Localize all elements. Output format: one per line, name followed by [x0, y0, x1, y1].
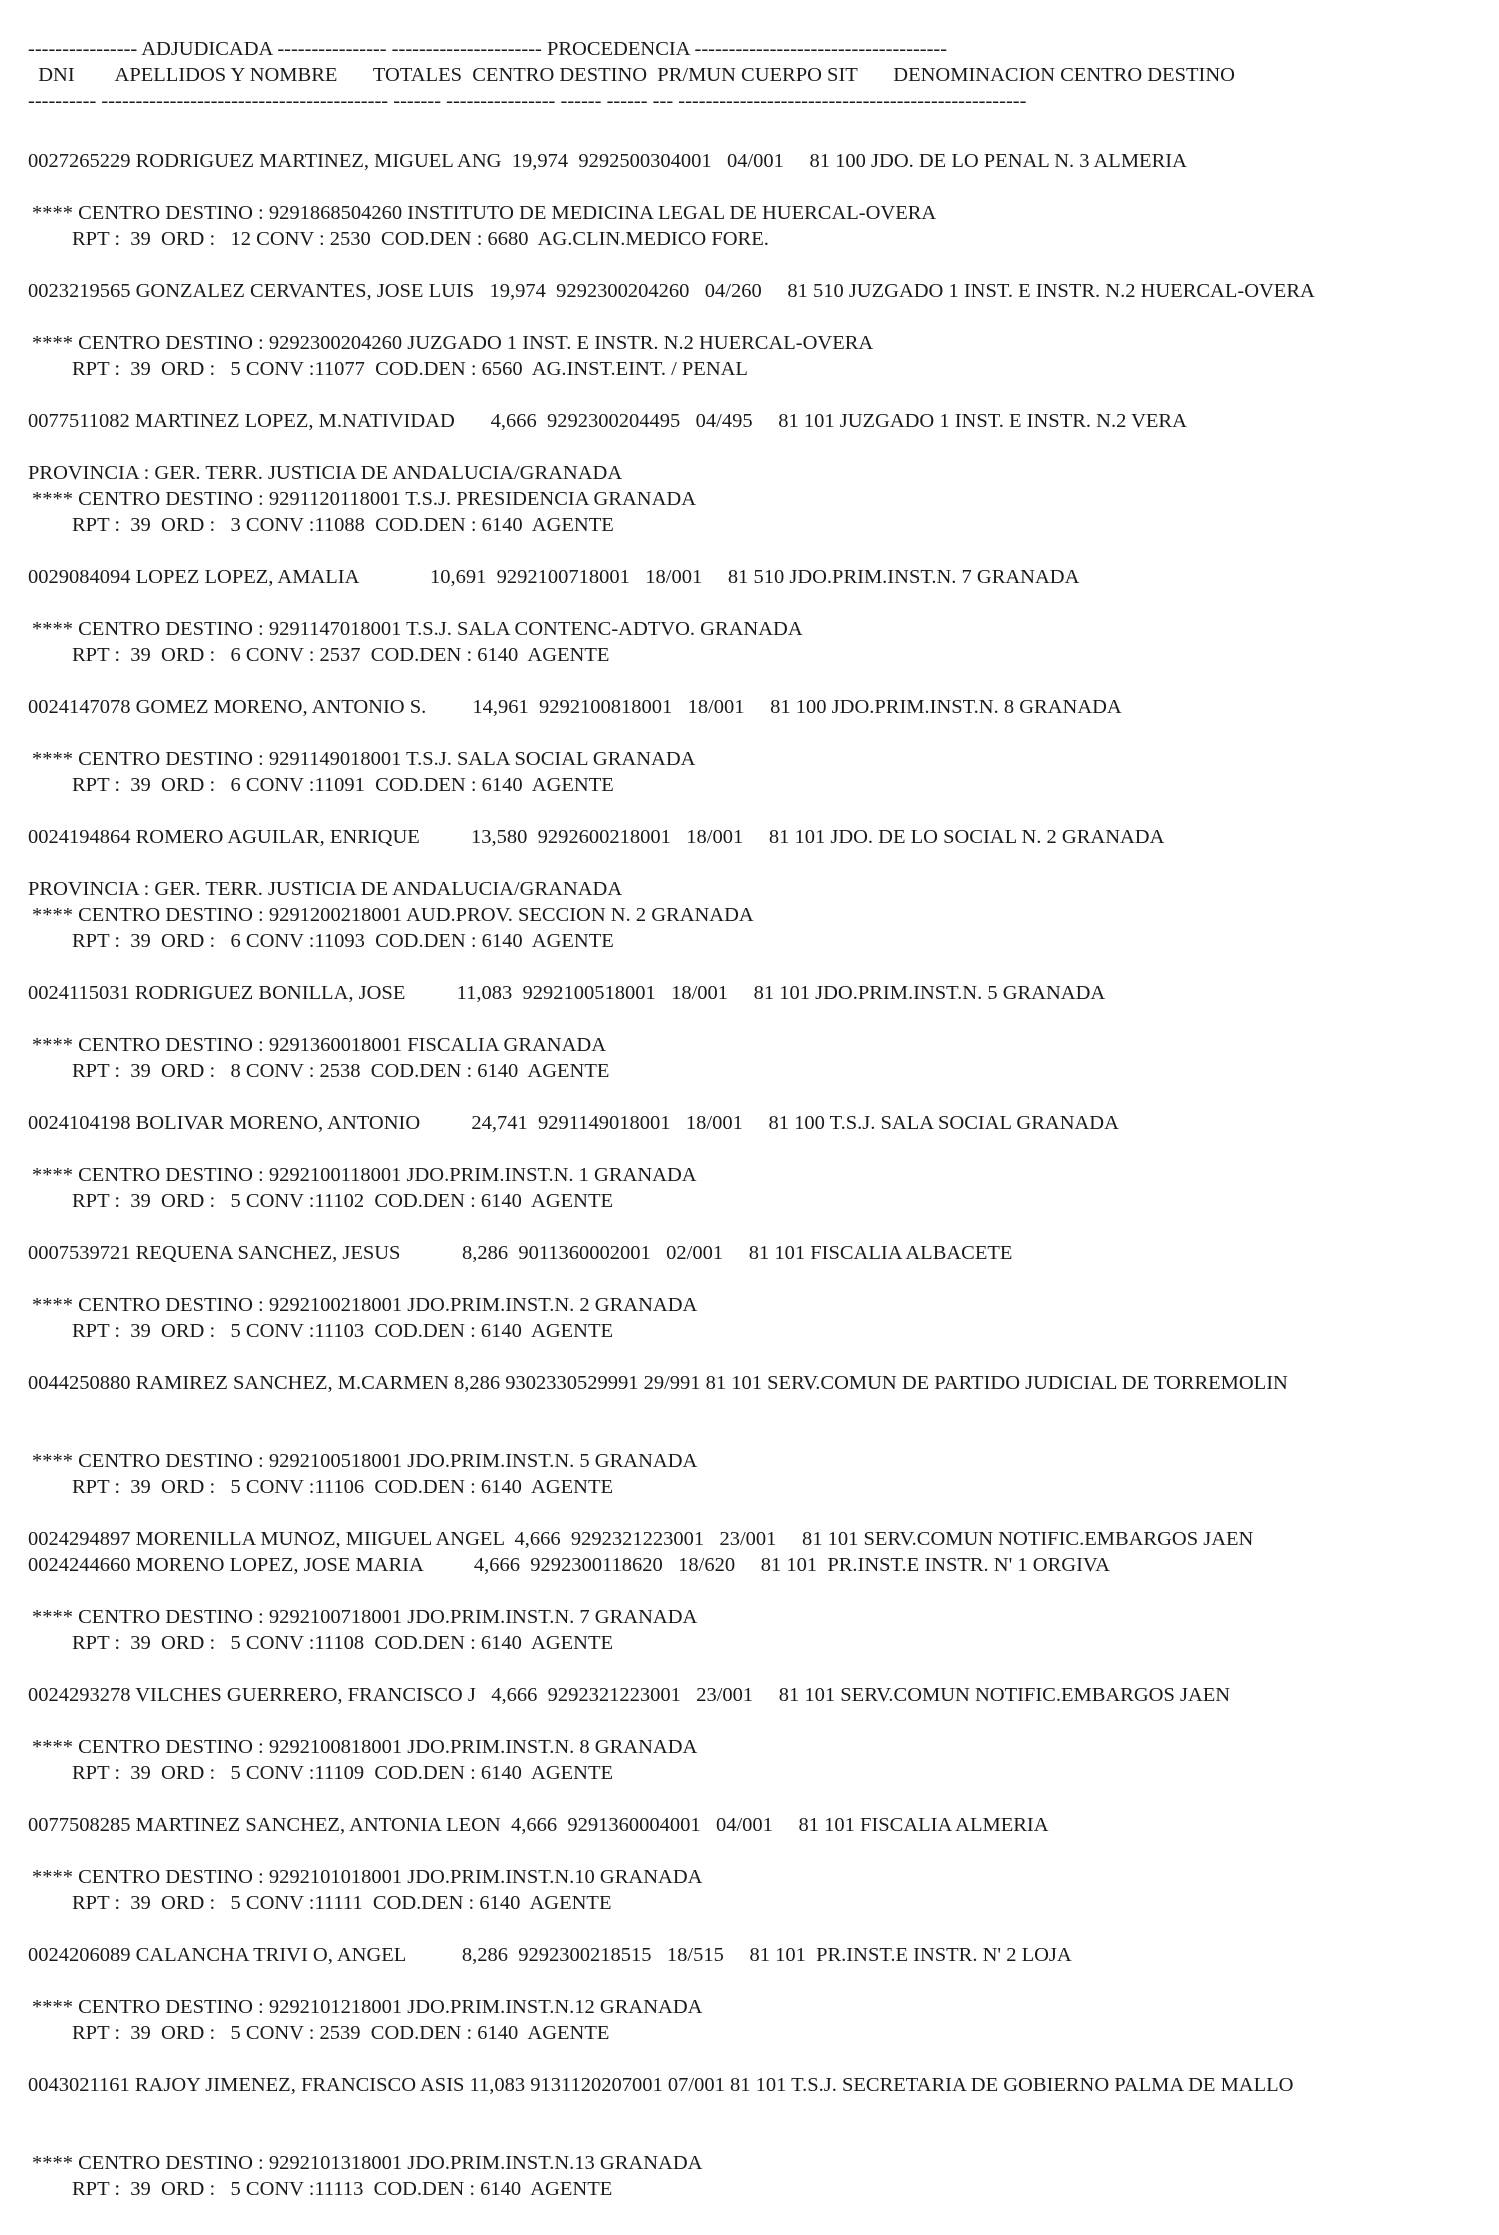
- header-group-row: ---------------- ADJUDICADA ---------------- ---------------------- PROCEDENCIA -------------------------------------: [28, 38, 948, 60]
- centro-destino-line: **** CENTRO DESTINO : 9292100718001 JDO.PRIM.INST.N. 7 GRANADA: [32, 1606, 698, 1628]
- record-line: 0024115031 RODRIGUEZ BONILLA, JOSE 11,083 9292100518001 18/001 81 101 JDO.PRIM.INST.N. 5 GRANADA: [28, 982, 1106, 1004]
- rpt-line: RPT : 39 ORD : 5 CONV :11103 COD.DEN : 6140 AGENTE: [72, 1320, 613, 1342]
- centro-destino-line: **** CENTRO DESTINO : 9291360018001 FISCALIA GRANADA: [32, 1034, 607, 1056]
- record-line: 0044250880 RAMIREZ SANCHEZ, M.CARMEN 8,286 9302330529991 29/991 81 101 SERV.COMUN DE PARTIDO JUDICIAL DE TORREMOLIN: [28, 1372, 1288, 1394]
- rpt-line: RPT : 39 ORD : 5 CONV :11113 COD.DEN : 6140 AGENTE: [72, 2178, 613, 2200]
- rpt-line: RPT : 39 ORD : 6 CONV : 2537 COD.DEN : 6140 AGENTE: [72, 644, 610, 666]
- provincia-line: PROVINCIA : GER. TERR. JUSTICIA DE ANDALUCIA/GRANADA: [28, 462, 623, 484]
- record-line: 0024244660 MORENO LOPEZ, JOSE MARIA 4,666 9292300118620 18/620 81 101 PR.INST.E INSTR. N' 1 ORGIVA: [28, 1554, 1110, 1576]
- record-line: 0023219565 GONZALEZ CERVANTES, JOSE LUIS 19,974 9292300204260 04/260 81 510 JUZGADO 1 INST. E INSTR. N.2 HUERCAL-OVERA: [28, 280, 1315, 302]
- record-line: 0027265229 RODRIGUEZ MARTINEZ, MIGUEL ANG 19,974 9292500304001 04/001 81 100 JDO. DE LO PENAL N. 3 ALMERIA: [28, 150, 1187, 172]
- record-line: 0077511082 MARTINEZ LOPEZ, M.NATIVIDAD 4,666 9292300204495 04/495 81 101 JUZGADO 1 INST. E INSTR. N.2 VERA: [28, 410, 1187, 432]
- header-separator-row: ---------- ------------------------------------------ ------- ---------------- ------ ------ --- ---------------------------------------------------: [28, 90, 1027, 112]
- rpt-line: RPT : 39 ORD : 5 CONV :11102 COD.DEN : 6140 AGENTE: [72, 1190, 613, 1212]
- record-line: 0029084094 LOPEZ LOPEZ, AMALIA 10,691 9292100718001 18/001 81 510 JDO.PRIM.INST.N. 7 GRANADA: [28, 566, 1080, 588]
- centro-destino-line: **** CENTRO DESTINO : 9291200218001 AUD.PROV. SECCION N. 2 GRANADA: [32, 904, 754, 926]
- rpt-line: RPT : 39 ORD : 5 CONV :11108 COD.DEN : 6140 AGENTE: [72, 1632, 613, 1654]
- centro-destino-line: **** CENTRO DESTINO : 9291120118001 T.S.J. PRESIDENCIA GRANADA: [32, 488, 696, 510]
- record-line: 0024194864 ROMERO AGUILAR, ENRIQUE 13,580 9292600218001 18/001 81 101 JDO. DE LO SOCIAL N. 2 GRANADA: [28, 826, 1165, 848]
- centro-destino-line: **** CENTRO DESTINO : 9292100218001 JDO.PRIM.INST.N. 2 GRANADA: [32, 1294, 698, 1316]
- centro-destino-line: **** CENTRO DESTINO : 9292100518001 JDO.PRIM.INST.N. 5 GRANADA: [32, 1450, 698, 1472]
- centro-destino-line: **** CENTRO DESTINO : 9292101218001 JDO.PRIM.INST.N.12 GRANADA: [32, 1996, 703, 2018]
- record-line: 0024293278 VILCHES GUERRERO, FRANCISCO J 4,666 9292321223001 23/001 81 101 SERV.COMUN NOTIFIC.EMBARGOS JAEN: [28, 1684, 1231, 1706]
- provincia-line: PROVINCIA : GER. TERR. JUSTICIA DE ANDALUCIA/GRANADA: [28, 878, 623, 900]
- centro-destino-line: **** CENTRO DESTINO : 9292101318001 JDO.PRIM.INST.N.13 GRANADA: [32, 2152, 703, 2174]
- centro-destino-line: **** CENTRO DESTINO : 9291147018001 T.S.J. SALA CONTENC-ADTVO. GRANADA: [32, 618, 803, 640]
- rpt-line: RPT : 39 ORD : 8 CONV : 2538 COD.DEN : 6140 AGENTE: [72, 1060, 610, 1082]
- centro-destino-line: **** CENTRO DESTINO : 9292100118001 JDO.PRIM.INST.N. 1 GRANADA: [32, 1164, 697, 1186]
- record-line: 0024206089 CALANCHA TRIVI O, ANGEL 8,286 9292300218515 18/515 81 101 PR.INST.E INSTR. N' 2 LOJA: [28, 1944, 1072, 1966]
- centro-destino-line: **** CENTRO DESTINO : 9292300204260 JUZGADO 1 INST. E INSTR. N.2 HUERCAL-OVERA: [32, 332, 874, 354]
- rpt-line: RPT : 39 ORD : 5 CONV :11109 COD.DEN : 6140 AGENTE: [72, 1762, 613, 1784]
- rpt-line: RPT : 39 ORD : 5 CONV :11111 COD.DEN : 6140 AGENTE: [72, 1892, 612, 1914]
- rpt-line: RPT : 39 ORD : 6 CONV :11091 COD.DEN : 6140 AGENTE: [72, 774, 614, 796]
- rpt-line: RPT : 39 ORD : 5 CONV :11077 COD.DEN : 6560 AG.INST.EINT. / PENAL: [72, 358, 748, 380]
- rpt-line: RPT : 39 ORD : 6 CONV :11093 COD.DEN : 6140 AGENTE: [72, 930, 614, 952]
- rpt-line: RPT : 39 ORD : 5 CONV : 2539 COD.DEN : 6140 AGENTE: [72, 2022, 610, 2044]
- record-line: 0024294897 MORENILLA MUNOZ, MIIGUEL ANGEL 4,666 9292321223001 23/001 81 101 SERV.COMUN NOTIFIC.EMBARGOS JAEN: [28, 1528, 1254, 1550]
- rpt-line: RPT : 39 ORD : 12 CONV : 2530 COD.DEN : 6680 AG.CLIN.MEDICO FORE.: [72, 228, 769, 250]
- record-line: 0077508285 MARTINEZ SANCHEZ, ANTONIA LEON 4,666 9291360004001 04/001 81 101 FISCALIA ALMERIA: [28, 1814, 1049, 1836]
- record-line: 0024147078 GOMEZ MORENO, ANTONIO S. 14,961 9292100818001 18/001 81 100 JDO.PRIM.INST.N. 8 GRANADA: [28, 696, 1122, 718]
- record-line: 0007539721 REQUENA SANCHEZ, JESUS 8,286 9011360002001 02/001 81 101 FISCALIA ALBACETE: [28, 1242, 1013, 1264]
- centro-destino-line: **** CENTRO DESTINO : 9292100818001 JDO.PRIM.INST.N. 8 GRANADA: [32, 1736, 698, 1758]
- header-columns-row: DNI APELLIDOS Y NOMBRE TOTALES CENTRO DESTINO PR/MUN CUERPO SIT DENOMINACION CENTRO DESTINO: [28, 64, 1235, 86]
- rpt-line: RPT : 39 ORD : 3 CONV :11088 COD.DEN : 6140 AGENTE: [72, 514, 614, 536]
- centro-destino-line: **** CENTRO DESTINO : 9292101018001 JDO.PRIM.INST.N.10 GRANADA: [32, 1866, 703, 1888]
- centro-destino-line: **** CENTRO DESTINO : 9291149018001 T.S.J. SALA SOCIAL GRANADA: [32, 748, 696, 770]
- record-line: 0024104198 BOLIVAR MORENO, ANTONIO 24,741 9291149018001 18/001 81 100 T.S.J. SALA SOCIAL GRANADA: [28, 1112, 1119, 1134]
- centro-destino-line: **** CENTRO DESTINO : 9291868504260 INSTITUTO DE MEDICINA LEGAL DE HUERCAL-OVERA: [32, 202, 937, 224]
- rpt-line: RPT : 39 ORD : 5 CONV :11106 COD.DEN : 6140 AGENTE: [72, 1476, 613, 1498]
- record-line: 0043021161 RAJOY JIMENEZ, FRANCISCO ASIS 11,083 9131120207001 07/001 81 101 T.S.J. SECRETARIA DE GOBIERNO PALMA DE MALLO: [28, 2074, 1294, 2096]
